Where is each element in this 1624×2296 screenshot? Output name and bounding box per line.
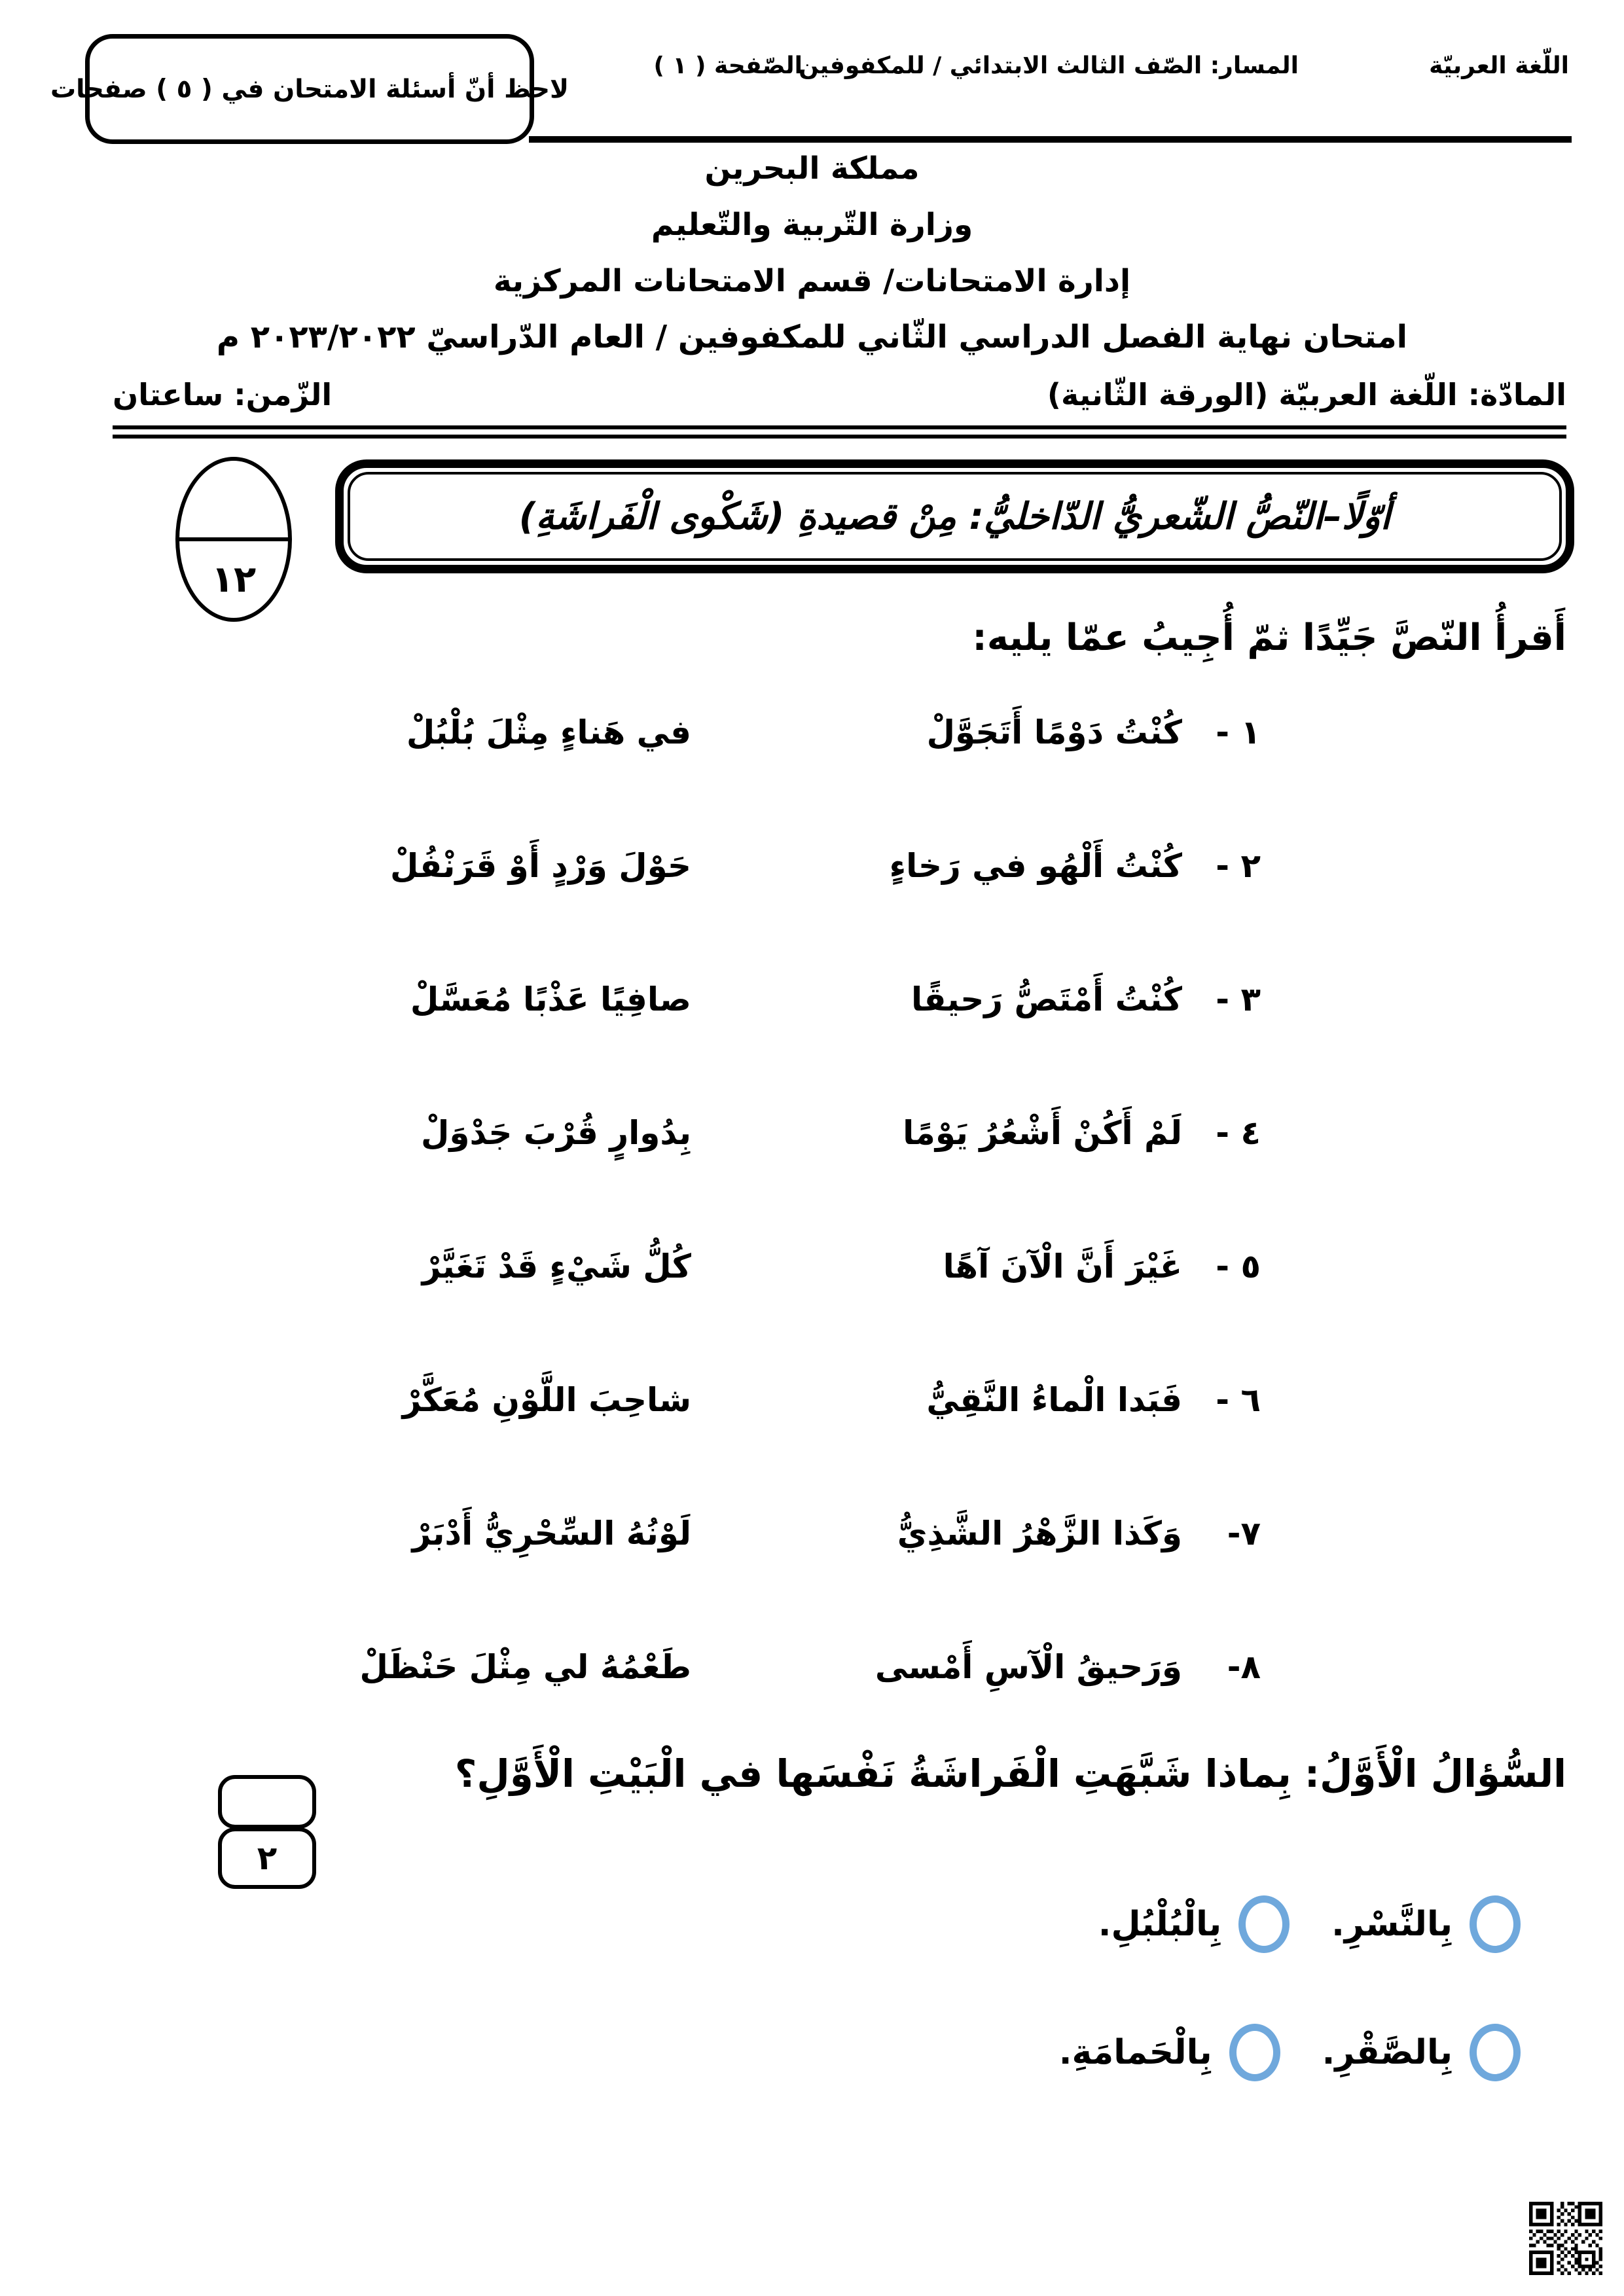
exam-title-line (0, 319, 1624, 355)
verse-number: ٤ - (1216, 1114, 1261, 1152)
question-1-marks-value: ٢ (257, 1839, 278, 1877)
verse-row-5 (318, 1247, 1261, 1285)
exam-title-audience: للمكفوفين (677, 319, 846, 355)
section-title-box (335, 459, 1574, 573)
ministry-line-department: إدارة الامتحانات/ قسم الامتحانات المركزية (493, 263, 1131, 299)
verse-number: ٨- (1227, 1648, 1261, 1686)
verse-number: ٦ - (1216, 1381, 1261, 1419)
time-allowed-label: الزّمن: ساعتان (113, 377, 333, 412)
marks-box-empty-cell (218, 1775, 316, 1829)
verse-second-hemistich: في هَناءٍ مِثْلَ بُلْبُلْ (406, 713, 691, 751)
verse-second-hemistich: بِدُوارٍ قُرْبَ جَدْوَلْ (421, 1114, 691, 1152)
option-2-label: بِالْبُلْبُلِ. (1098, 1905, 1222, 1944)
exam-title-year: / العام الدّراسيّ ٢٠٢٣/٢٠٢٢ م (216, 319, 678, 355)
marks-box-value-cell (218, 1827, 316, 1889)
verse-first-hemistich: كُنْتُ أَمْتَصُّ رَحيقًا (911, 980, 1182, 1018)
verse-second-hemistich: شاحِبَ اللَّوْنِ مُعَكَّرْ (402, 1381, 691, 1419)
section-title: أوّلًا–النّصُّ الشّعريُّ الدّاخليُّ: مِنْ قصيدةِ (شَكْوى الْفَراشَةِ) (348, 472, 1562, 561)
verse-second-hemistich: صافِيًا عَذْبًا مُعَسَّلْ (410, 980, 691, 1018)
section-score-oval (175, 457, 292, 622)
verse-first-hemistich: لَمْ أَكُنْ أَشْعُرُ يَوْمًا (903, 1114, 1182, 1152)
qr-code (1529, 2202, 1602, 2275)
exam-pages-note-box (50, 34, 569, 144)
reading-instruction: أَقرأُ النّصَّ جَيِّدًا ثمّ أُجِيبُ عمّا يليه: (972, 617, 1566, 659)
verse-second-hemistich: طَعْمُهُ لي مِثْلَ حَنْظَلْ (359, 1648, 691, 1686)
verse-first-hemistich: غَيْرَ أَنَّ الْآنَ آهًا (943, 1247, 1182, 1285)
question-1-title: السُّؤالُ الْأَوَّلُ: بِماذا شَبَّهَتِ الْفَراشَةُ نَفْسَها في الْبَيْتِ الْأَوَّلِ؟ (454, 1751, 1566, 1796)
verse-first-hemistich: كُنْتُ أَلْهُو في رَخاءٍ (889, 847, 1182, 885)
ministry-line-kingdom: مملكة البحرين (704, 151, 920, 187)
verse-row-4 (318, 1114, 1261, 1152)
score-oval-divider (179, 537, 288, 541)
meta-double-rule (113, 425, 1566, 439)
verse-first-hemistich: كُنْتُ دَوْمًا أَتَجَوَّلْ (926, 713, 1182, 751)
ministry-line-ministry: وزارة التّربية والتّعليم (651, 207, 973, 243)
option-1-label: بِالنَّسْرِ. (1331, 1905, 1453, 1944)
question-1-options-row-2 (1059, 2024, 1521, 2081)
answer-circle-option-3[interactable] (1470, 2024, 1521, 2081)
verse-second-hemistich: كُلُّ شَيْءٍ قَدْ تَغَيَّرْ (422, 1247, 691, 1285)
verse-second-hemistich: حَوْلَ وَرْدٍ أَوْ قَرَنْفُلْ (390, 847, 691, 885)
section-score-value: ١٢ (211, 558, 257, 601)
verse-number: ٢ - (1216, 847, 1261, 885)
verse-row-3 (318, 980, 1261, 1018)
verse-first-hemistich: فَبَدا الْماءُ النَّقِيُّ (926, 1381, 1182, 1419)
header-divider-rule (529, 136, 1572, 143)
answer-circle-option-2[interactable] (1238, 1895, 1290, 1953)
question-1-marks-box (218, 1775, 316, 1889)
verse-row-6 (318, 1381, 1261, 1419)
verse-number: ٣ - (1216, 980, 1261, 1018)
answer-circle-option-1[interactable] (1470, 1895, 1521, 1953)
verse-number: ٥ - (1216, 1247, 1261, 1285)
verse-number: ١ - (1216, 713, 1261, 751)
header-subject-label: اللّغة العربيّة (1429, 52, 1569, 79)
header-page-number: الصّفحة ( ١ ) (653, 52, 803, 79)
verse-second-hemistich: لَوْنُهُ السِّحْرِيُّ أَدْبَرْ (412, 1515, 691, 1552)
option-3-label: بِالصَّقْرِ. (1322, 2033, 1453, 2072)
verse-first-hemistich: وَكَذا الزَّهْرُ الشَّذِيُّ (897, 1515, 1182, 1552)
exam-pages-note-text: لاحظ أنّ أسئلة الامتحان في ( ٥ ) صفحات (50, 74, 569, 104)
verse-row-7 (318, 1515, 1261, 1552)
verse-number: ٧- (1227, 1515, 1261, 1552)
exam-title-pre: امتحان نهاية الفصل الدراسي الثّاني (846, 319, 1408, 355)
verse-first-hemistich: وَرَحيقُ الْآسِ أَمْسى (875, 1648, 1182, 1686)
answer-circle-option-4[interactable] (1229, 2024, 1280, 2081)
verse-row-2 (318, 847, 1261, 885)
question-1-options-row-1 (1098, 1895, 1521, 1953)
option-4-label: بِالْحَمامَةِ. (1058, 2033, 1212, 2072)
verse-row-1 (318, 713, 1261, 751)
verse-row-8 (318, 1648, 1261, 1686)
header-track-label: المسار: الصّف الثالث الابتدائي / للمكفوفين (799, 52, 1299, 79)
subject-paper-label: المادّة: اللّغة العربيّة (الورقة الثّانية) (1047, 377, 1566, 412)
